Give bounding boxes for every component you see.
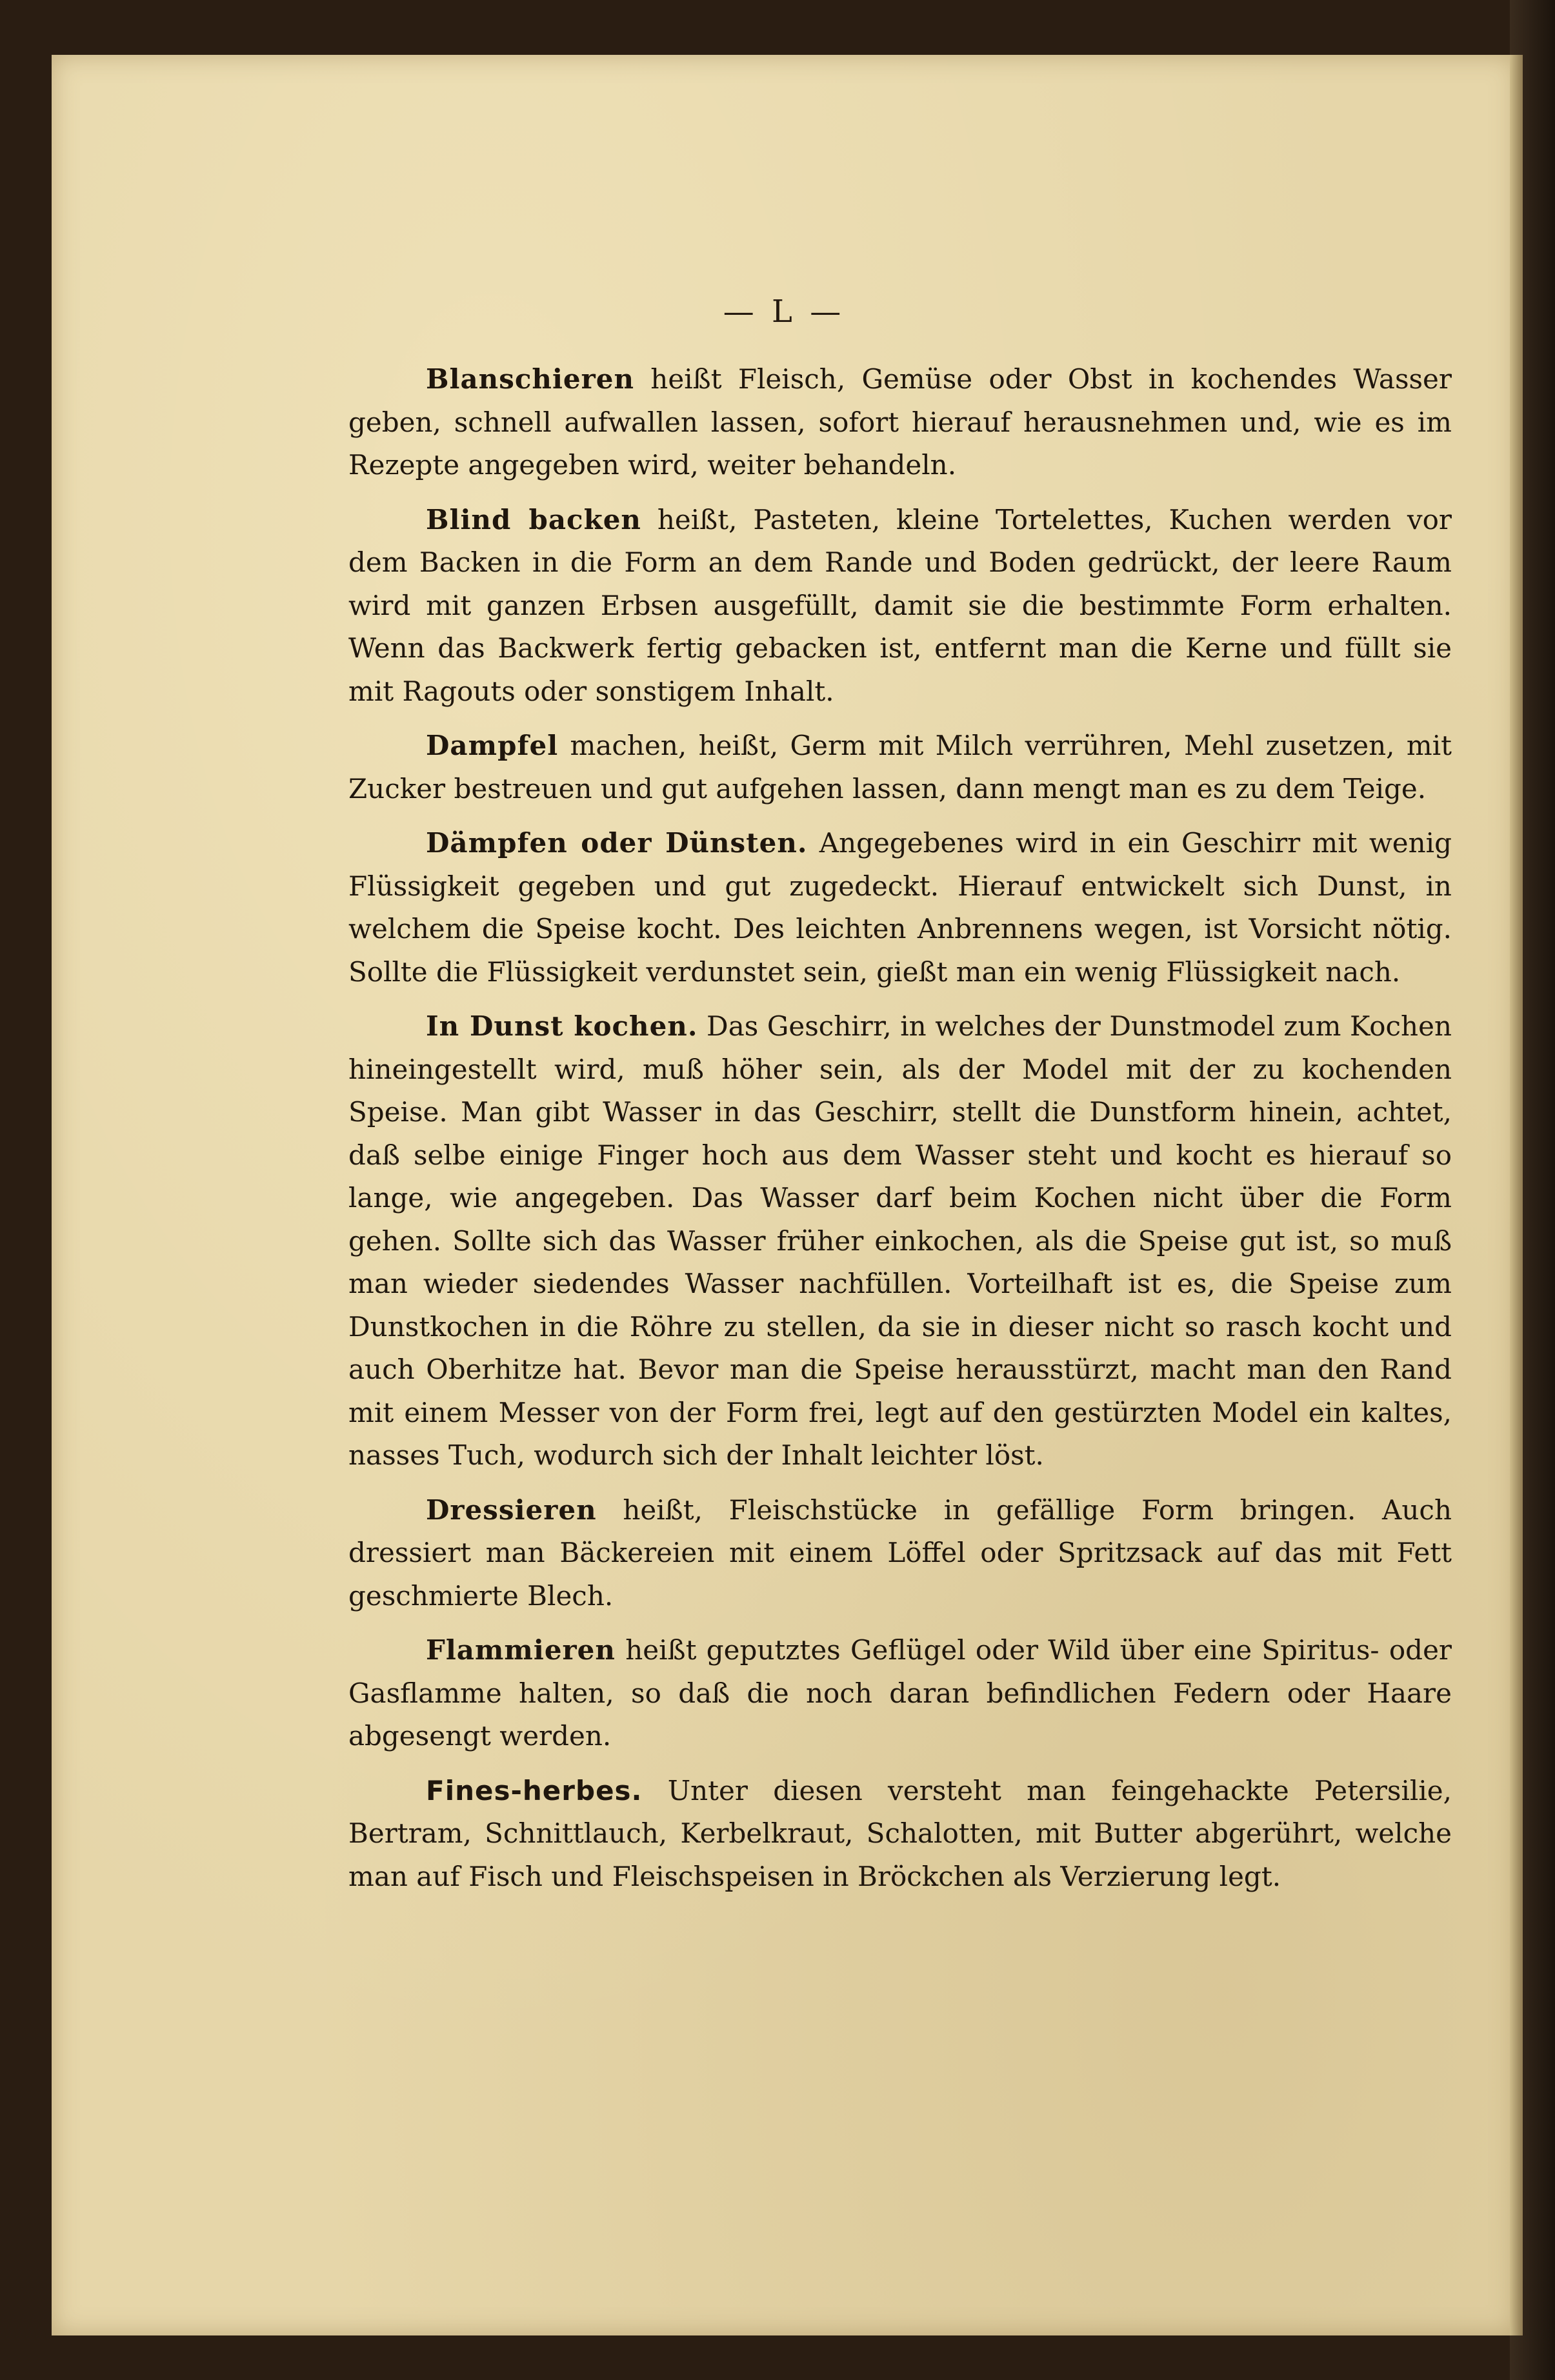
- entry-text: Angegebenes wird in ein Geschirr mit wenig Flüssigkeit gegeben und gut zugedeckt. Hierauf entwickelt sich Dunst, in welchem die Speise kocht. Des leichten Anbrennens wegen, ist Vorsicht nötig. Sollte die Flüssigkeit verdunstet sein, gießt man ein wenig Flüssigkeit nach.: [348, 827, 1452, 988]
- entry-blanschieren: [348, 358, 1452, 487]
- entry-text: Das Geschirr, in welches der Dunstmodel zum Kochen hineingestellt wird, muß höher sein, als der Model mit der zu kochenden Speise. Man gibt Wasser in das Geschirr, stellt die Dunstform hinein, achtet, daß selbe einige Finger hoch aus dem Wasser steht und kocht es hierauf so lange, wie angegeben. Das Wasser darf beim Kochen nicht über die Form gehen. Sollte sich das Wasser früher einkochen, als die Speise gut ist, so muß man wieder siedendes Wasser nachfüllen. Vorteilhaft ist es, die Speise zum Dunstkochen in die Röhre zu stellen, da sie in dieser nicht so rasch kocht und auch Oberhitze hat. Bevor man die Speise herausstürzt, macht man den Rand mit einem Messer von der Form frei, legt auf den gestürzten Model ein kaltes, nasses Tuch, wodurch sich der Inhalt leichter löst.: [348, 1010, 1452, 1471]
- entry-text: Unter diesen versteht man feingehackte Petersilie, Bertram, Schnittlauch, Kerbelkraut, Schalotten, mit Butter abgerührt, welche man auf Fisch und Fleischspeisen in Bröckchen als Verzierung legt.: [348, 1774, 1452, 1892]
- entry-term: Dampfel: [426, 730, 559, 761]
- book-page: [52, 55, 1516, 2335]
- entry-text: machen, heißt, Germ mit Milch verrühren, Mehl zusetzen, mit Zucker bestreuen und gut aufgehen lassen, dann mengt man es zu dem Teige.: [348, 730, 1452, 805]
- entry-fines-herbes: [348, 1770, 1452, 1899]
- entry-term: Dressieren: [426, 1494, 597, 1526]
- entry-dampfel: [348, 725, 1452, 810]
- entry-term: Dämpfen oder Dünsten.: [426, 827, 808, 859]
- glossary-text: [348, 358, 1452, 1910]
- entry-term: In Dunst kochen.: [426, 1010, 698, 1042]
- entry-in-dunst-kochen: [348, 1005, 1452, 1477]
- entry-blind-backen: [348, 499, 1452, 714]
- page-number: — L —: [723, 294, 845, 330]
- entry-term: Blind backen: [426, 503, 641, 535]
- entry-text: heißt, Fleischstücke in gefällige Form bringen. Auch dressiert man Bäckereien mit einem Löffel oder Spritzsack auf das mit Fett geschmierte Blech.: [348, 1494, 1452, 1612]
- entry-dressieren: [348, 1489, 1452, 1618]
- entry-term: Fines-herbes.: [426, 1774, 643, 1806]
- entry-term: Blanschieren: [426, 363, 635, 395]
- entry-text: heißt Fleisch, Gemüse oder Obst in kochendes Wasser geben, schnell aufwallen lassen, sofort hierauf herausnehmen und, wie es im Rezepte angegeben wird, weiter behandeln.: [348, 363, 1452, 481]
- entry-daempfen: [348, 822, 1452, 994]
- entry-text: heißt, Pasteten, kleine Tortelettes, Kuchen werden vor dem Backen in die Form an dem Rande und Boden gedrückt, der leere Raum wird mit ganzen Erbsen ausgefüllt, damit sie die bestimmte Form erhalten. Wenn das Backwerk fertig gebacken ist, entfernt man die Kerne und füllt sie mit Ragouts oder sonstigem Inhalt.: [348, 503, 1452, 707]
- entry-flammieren: [348, 1629, 1452, 1758]
- entry-text: heißt geputztes Geflügel oder Wild über eine Spiritus- oder Gasflamme halten, so daß die noch daran befindlichen Federn oder Haare abgesengt werden.: [348, 1634, 1452, 1752]
- entry-term: Flammieren: [426, 1634, 616, 1666]
- page-edge: [1510, 55, 1523, 2335]
